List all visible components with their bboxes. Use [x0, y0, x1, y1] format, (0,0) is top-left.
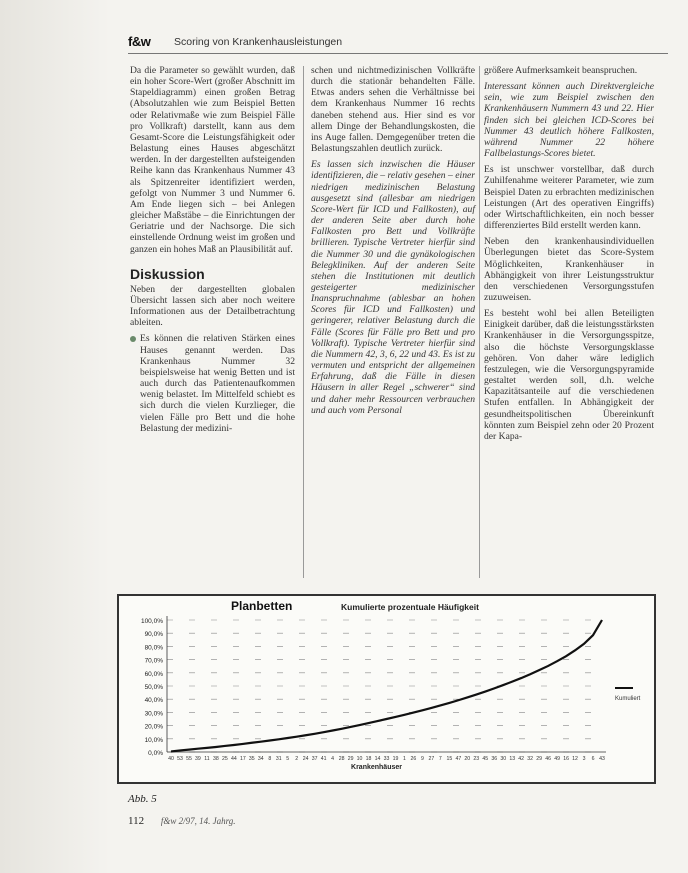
x-tick-label: 10 [356, 756, 363, 762]
x-tick-label: 43 [599, 756, 605, 762]
x-tick-label: 31 [275, 756, 282, 762]
x-tick-label: 18 [365, 756, 372, 762]
x-tick-label: 20 [464, 756, 471, 762]
x-tick-label: 19 [392, 756, 399, 762]
chart-subtitle: Kumulierte prozentuale Häufigkeit [341, 602, 479, 612]
journal-issue: f&w 2/97, 14. Jahrg. [160, 816, 236, 826]
journal-logo: f&w [128, 34, 151, 49]
x-tick-label: 40 [168, 756, 174, 762]
cumulative-line-chart [119, 596, 654, 782]
text-column-1 [130, 65, 295, 439]
x-tick-label: 11 [204, 756, 210, 762]
x-tick-label: 7 [438, 756, 442, 762]
x-tick-label: 30 [500, 756, 507, 762]
x-tick-label: 38 [213, 756, 219, 762]
y-tick-label: 100,0% [140, 618, 163, 625]
bullet-paragraph: Es können die relativen Stärken eines Hauses genannt werden. Das Krankenhaus Nummer 32 beispielsweise hat wenig Betten und ist auch durch das Patientenaufkommen wenig belastet. Im Mittelfeld schiebt es sich durch die vielen Kurzlieger, die vielen Fälle pro Bett und die hohe Belastung der medizini- [130, 333, 295, 433]
page-margin-shadow [0, 0, 110, 873]
x-tick-label: 2 [295, 756, 299, 762]
y-tick-label: 90,0% [144, 631, 163, 639]
paragraph: Neben den krankenhausindividuellen Überlegungen bietet das Score-System Möglichkeiten, Krankenhäuser in Abhängigkeit von ihrer Leistungsstruktur den verschiedenen Versorgungsstufen zuzuweisen. [484, 236, 654, 303]
y-tick-label: 60,0% [144, 670, 163, 678]
x-tick-label: 4 [331, 756, 335, 762]
x-tick-label: 53 [177, 756, 183, 762]
chart-figure [117, 594, 656, 784]
running-header-title: Scoring von Krankenhausleistungen [174, 36, 343, 48]
x-tick-label: 13 [509, 756, 516, 762]
y-tick-label: 20,0% [144, 723, 163, 731]
x-tick-label: 34 [257, 756, 264, 762]
text-column-2 [311, 65, 475, 421]
page-number: 112 [128, 815, 145, 827]
x-tick-label: 27 [428, 756, 435, 762]
y-tick-label: 80,0% [144, 644, 163, 652]
paragraph: Neben der dargestellten globalen Übersicht lassen sich aber noch weitere Informationen aus der Detailbetrachtung ableiten. [130, 283, 295, 329]
paragraph: Da die Parameter so gewählt wurden, daß ein hoher Score-Wert (großer Abschnitt im Stapeldiagramm) einen großen Betrag (Absolutzahlen wie zum Beispiel Betten oder Relativmaße wie zum Beispiel Fälle pro Vollkraft) darstellt, kann aus dem Gesamt-Score die Leistungsfähigkeit oder Belastung eines Hauses abgeschätzt werden. In der dargestellten aufsteigenden Reihe kann das Krankenhaus Nummer 43 als Spitzenreiter identifiziert werden, gefolgt von Nummer 3 und Nummer 6. Am Ende liegen sich – bei Anlegen gleicher Maßstäbe – die Einrichtungen der Geriatrie und der Nachsorge. Die sich einstellende Ordnung weist im großen und ganzen ein hohes Maß an Plausibilität auf. [130, 65, 295, 255]
x-tick-label: 5 [286, 756, 290, 762]
x-tick-label: 15 [446, 756, 453, 762]
x-tick-label: 9 [420, 756, 424, 762]
paragraph: Interessant können auch Direktvergleiche sein, wie zum Beispiel zwischen den Krankenhäusern Nummern 43 und 22. Hier finden sich bei gleichen ICD-Scores bei Nummer 43 deutlich höhere Fallkosten, während Nummer 22 höhere Fallbelastungs-Scores bietet. [484, 81, 654, 160]
y-tick-label: 10,0% [144, 736, 163, 744]
paragraph: Es lassen sich inzwischen die Häuser identifizieren, die – relativ gesehen – einer niedrigen medizinischen Belastung ausgesetzt sind (allesbar am niedrigen Score-Wert für ICD und Fallkosten), auf der anderen Seite aber durch hohe Fallkosten pro Bett und Vollkräfte brillieren. Typische Vertreter hierfür sind die Nummer 30 und die gynäkologischen Belegkliniken. Auf der anderen Seite stehen die Institutionen mit deutlich gesteigerter medizinischer Inanspruchnahme (ablesbar an hohen Scores für ICD und Fallkosten) und geringerer, relativer Belastung durch die Fälle (Scores für Fälle pro Bett und pro Vollkraft). Typische Vertreter hierfür sind die Nummern 42, 3, 6, 22 und 43. Es ist zu vermuten und entspricht der allgemeinen Erfahrung, daß die Fälle in diesen Häusern in aller Regel „schwerer“ sind und daher mehr Ressourcen verbrauchen und auch vom Personal [311, 159, 475, 416]
x-tick-label: 17 [239, 756, 246, 762]
column-divider [479, 66, 480, 578]
column-divider [303, 66, 304, 578]
y-tick-label: 0,0% [148, 750, 163, 757]
x-tick-label: 36 [491, 756, 498, 762]
legend-label: Kumuliert [615, 696, 641, 702]
running-header [128, 33, 668, 54]
x-tick-label: 44 [230, 756, 237, 762]
x-tick-label: 25 [221, 756, 228, 762]
x-tick-label: 29 [347, 756, 354, 762]
paragraph: Es ist unschwer vorstellbar, daß durch Zuhilfenahme weiterer Parameter, wie zum Beispiel Daten zu erbrachten medizinischen Leistungen (Art des operativen Eingriffs) oder Wirtschaftlichkeiten, ein noch besser differenziertes Bild erstellt werden kann. [484, 164, 654, 232]
figure-caption: Abb. 5 [128, 793, 157, 805]
x-tick-label: 35 [248, 756, 255, 762]
x-tick-label: 8 [268, 756, 272, 762]
section-heading: Diskussion [130, 265, 205, 282]
x-tick-label: 12 [572, 756, 578, 762]
paragraph: schen und nichtmedizinischen Vollkräfte durch die stationär behandelten Fälle. Etwas anders sehen die Verhältnisse bei dem Krankenhaus Nummer 16 rechts daneben stehend aus. Hier sind es vor allem Dinge der Behandlungskosten, die ins Auge fallen. Demgegenüber treten die Belastungszahlen deutlich zurück. [311, 65, 475, 155]
x-tick-label: 14 [374, 756, 381, 762]
x-axis-label: Krankenhäuser [351, 764, 402, 771]
x-tick-label: 29 [536, 756, 543, 762]
x-tick-label: 23 [473, 756, 480, 762]
chart-title: Planbetten [231, 599, 293, 613]
x-tick-label: 1 [403, 756, 406, 762]
y-tick-label: 40,0% [144, 697, 163, 705]
x-tick-label: 49 [554, 756, 560, 762]
y-tick-label: 50,0% [144, 684, 163, 691]
x-tick-label: 42 [518, 756, 525, 762]
x-tick-label: 3 [582, 756, 586, 762]
x-tick-label: 46 [545, 756, 552, 762]
y-tick-label: 30,0% [144, 710, 163, 718]
x-tick-label: 33 [383, 756, 390, 762]
x-tick-label: 41 [320, 756, 327, 762]
x-tick-label: 28 [338, 756, 345, 762]
x-tick-label: 6 [591, 756, 595, 762]
text-column-3 [484, 65, 654, 447]
x-tick-label: 39 [195, 756, 201, 762]
x-tick-label: 26 [410, 756, 417, 762]
page-footer [128, 815, 236, 827]
x-tick-label: 45 [482, 756, 489, 762]
x-tick-label: 47 [455, 756, 462, 762]
paragraph: größere Aufmerksamkeit beanspruchen. [484, 65, 638, 76]
x-tick-label: 16 [563, 756, 569, 762]
x-tick-label: 24 [302, 756, 309, 762]
x-tick-label: 32 [527, 756, 534, 762]
x-tick-label: 37 [311, 756, 318, 762]
paragraph: Es besteht wohl bei allen Beteiligten Einigkeit darüber, daß die leistungsstärksten Krankenhäuser in die Versorgungsspitze, also die höchste Versorgungsklasse gehören. Von daher wäre lediglich festzulegen, wie die Versorgungspyramide gestaltet werden soll, d.h. welche Kapazitätsanteile auf die verschiedenen Stufen entfallen. In Abhängigkeit der gesundheitspolitischen Übereinkunft könnten zum Beispiel zehn oder 20 Prozent der Kapa- [484, 308, 654, 442]
x-tick-label: 55 [186, 756, 192, 762]
y-tick-label: 70,0% [144, 657, 163, 665]
